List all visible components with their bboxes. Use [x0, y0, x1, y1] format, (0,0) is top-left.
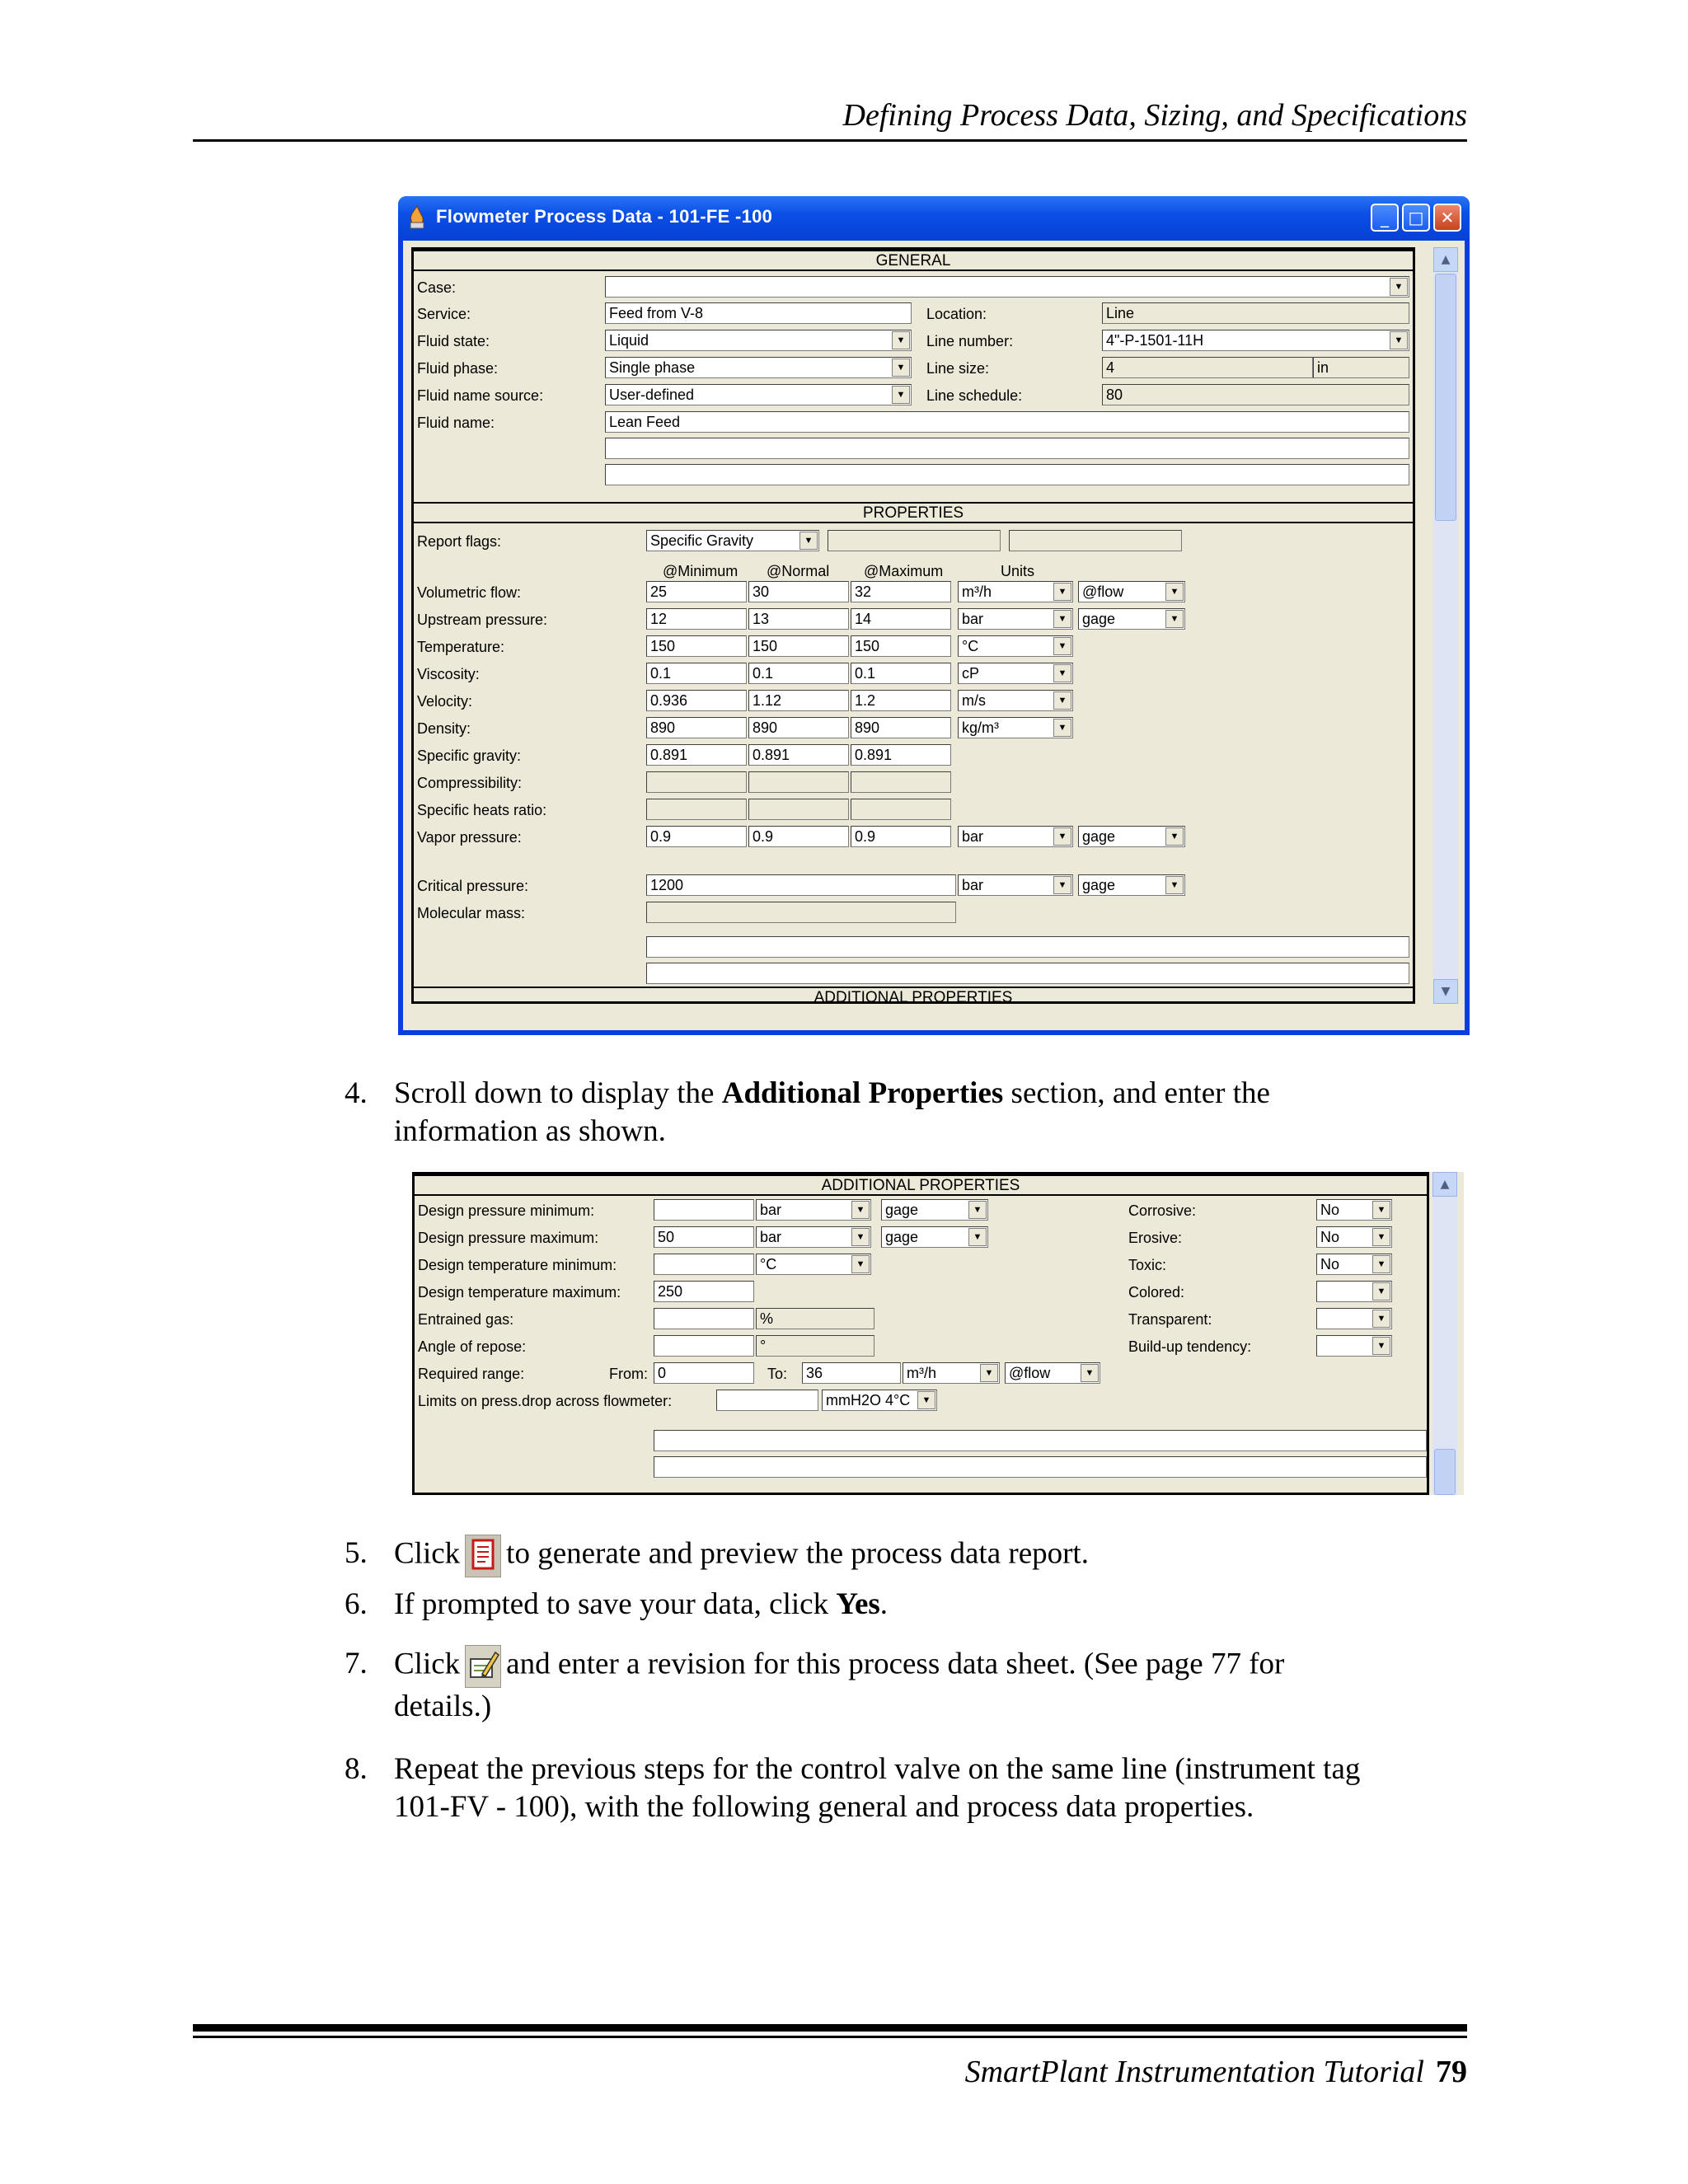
close-icon: ✕: [1440, 208, 1455, 227]
page-footer: [965, 2054, 1467, 2090]
step-7-text-a: Click: [394, 1647, 461, 1681]
step-8-text-a: Repeat the previous steps for the control valve on the same line (instrument tag: [394, 1752, 1361, 1786]
property-ref-dropdown[interactable]: gage ▼: [1078, 826, 1185, 847]
property-unit-dropdown[interactable]: kg/m³ ▼: [958, 717, 1073, 738]
step-8-text: [394, 1750, 1498, 1826]
maximize-button[interactable]: [1402, 204, 1430, 232]
step-5-text-b: to generate and preview the process data report.: [506, 1536, 1089, 1571]
property-normal-field[interactable]: 0.9: [748, 826, 849, 847]
col-normal-header: @Normal: [767, 563, 830, 579]
report-flags-dropdown[interactable]: Specific Gravity ▼: [646, 530, 819, 551]
property-normal-field[interactable]: 0.891: [748, 744, 849, 766]
page-number: 79: [1436, 2055, 1467, 2089]
step-7-text: [394, 1645, 1498, 1726]
revision-button[interactable]: [465, 1645, 501, 1688]
design-temperature-max-label: Design temperature maximum:: [418, 1284, 621, 1301]
footer-rule: [193, 2024, 1467, 2032]
molecular-mass-field[interactable]: [646, 902, 956, 923]
step-7-number: 7.: [345, 1647, 368, 1680]
location-label: Location:: [926, 306, 987, 322]
property-min-field[interactable]: 0.936: [646, 690, 747, 711]
report-flags-field-2[interactable]: [828, 530, 1001, 551]
property-max-field[interactable]: 14: [851, 608, 951, 630]
general-section-heading: GENERAL: [414, 250, 1413, 271]
col-min-header: @Minimum: [663, 563, 738, 579]
design-pressure-max-ref-dropdown[interactable]: gage ▼: [881, 1226, 988, 1248]
limits-press-drop-unit-dropdown[interactable]: mmH2O 4°C ▼: [822, 1390, 937, 1411]
report-button[interactable]: [465, 1535, 501, 1577]
property-row-label: Volumetric flow:: [417, 584, 522, 601]
step-5-text-a: Click: [394, 1536, 461, 1571]
property-unit-dropdown[interactable]: m/s ▼: [958, 690, 1073, 711]
line-size-unit-field[interactable]: in: [1313, 357, 1409, 378]
report-flags-field-3[interactable]: [1009, 530, 1182, 551]
report-icon: [466, 1535, 500, 1577]
property-max-field[interactable]: 0.891: [851, 744, 951, 766]
step-6-text-c: .: [879, 1587, 889, 1621]
molecular-mass-label: Molecular mass:: [417, 905, 526, 921]
erosive-label: Erosive:: [1128, 1230, 1183, 1246]
design-pressure-min-field[interactable]: [654, 1199, 754, 1221]
entrained-gas-field[interactable]: [654, 1308, 754, 1329]
scroll-down-button[interactable]: [1433, 979, 1458, 1004]
property-unit-dropdown[interactable]: cP ▼: [958, 663, 1073, 684]
transparent-label: Transparent:: [1128, 1311, 1212, 1328]
erosive-dropdown[interactable]: No ▼: [1316, 1226, 1392, 1248]
fluid-name-field-2[interactable]: [605, 438, 1409, 459]
property-max-field[interactable]: [851, 799, 951, 820]
additional-scroll-thumb[interactable]: [1434, 1449, 1456, 1495]
range-from-field[interactable]: 0: [654, 1362, 754, 1384]
limits-press-drop-label: Limits on press.drop across flowmeter:: [418, 1393, 673, 1409]
step-7-text-c: details.): [394, 1690, 492, 1723]
line-number-dropdown[interactable]: 4"-P-1501-11H ▼: [1102, 330, 1409, 351]
line-size-field[interactable]: 4: [1102, 357, 1313, 378]
property-min-field[interactable]: 25: [646, 581, 747, 602]
step-5-text: [394, 1535, 1498, 1577]
property-normal-field[interactable]: 890: [748, 717, 849, 738]
step-7-text-b: and enter a revision for this process data sheet. (See page 77 for: [506, 1647, 1285, 1681]
case-label: Case:: [417, 279, 457, 296]
toxic-label: Toxic:: [1128, 1257, 1167, 1273]
properties-notes-field-2[interactable]: [646, 963, 1409, 984]
design-temperature-min-field[interactable]: [654, 1254, 754, 1275]
range-from-label: From:: [609, 1366, 648, 1382]
toxic-dropdown[interactable]: No ▼: [1316, 1254, 1392, 1275]
location-field[interactable]: Line: [1102, 302, 1409, 324]
step-4-text-d: information as shown.: [394, 1114, 666, 1148]
property-row-label: Specific heats ratio:: [417, 802, 547, 818]
properties-section-heading: PROPERTIES: [414, 502, 1413, 523]
maximize-icon: □: [1408, 208, 1424, 227]
critical-pressure-ref-dropdown[interactable]: gage ▼: [1078, 874, 1185, 896]
property-unit-dropdown[interactable]: bar ▼: [958, 608, 1073, 630]
angle-of-repose-field[interactable]: [654, 1335, 754, 1357]
fluid-state-label: Fluid state:: [417, 333, 490, 349]
process-data-form: [411, 247, 1415, 1004]
design-pressure-max-unit-dropdown[interactable]: bar ▼: [756, 1226, 871, 1248]
design-pressure-min-label: Design pressure minimum:: [418, 1202, 595, 1219]
design-pressure-min-unit-dropdown[interactable]: bar ▼: [756, 1199, 871, 1221]
property-min-field[interactable]: 0.9: [646, 826, 747, 847]
design-temperature-min-unit-dropdown[interactable]: °C ▼: [756, 1254, 871, 1275]
property-unit-dropdown[interactable]: m³/h ▼: [958, 581, 1073, 602]
property-ref-dropdown[interactable]: gage ▼: [1078, 608, 1185, 630]
entrained-gas-label: Entrained gas:: [418, 1311, 514, 1328]
property-normal-field[interactable]: 1.12: [748, 690, 849, 711]
header-rule: [193, 139, 1467, 142]
property-max-field[interactable]: 0.1: [851, 663, 951, 684]
property-row-label: Vapor pressure:: [417, 829, 522, 846]
additional-properties-form: [412, 1172, 1429, 1495]
fluid-name-source-dropdown[interactable]: User-defined ▼: [605, 384, 912, 405]
minimize-button[interactable]: [1371, 204, 1399, 232]
additional-section-heading: ADDITIONAL PROPERTIES: [415, 1174, 1427, 1196]
critical-pressure-label: Critical pressure:: [417, 878, 529, 894]
flowmeter-process-data-window: [398, 196, 1470, 1035]
property-min-field[interactable]: 12: [646, 608, 747, 630]
fluid-phase-label: Fluid phase:: [417, 360, 499, 377]
fluid-name-field-3[interactable]: [605, 464, 1409, 485]
col-units-header: Units: [1001, 563, 1035, 579]
property-row-label: Velocity:: [417, 693, 473, 710]
additional-notes-field-2[interactable]: [654, 1456, 1427, 1478]
angle-of-repose-label: Angle of repose:: [418, 1338, 527, 1355]
angle-of-repose-unit-field[interactable]: °: [756, 1335, 874, 1357]
step-4-text-a: Scroll down to display the: [394, 1076, 722, 1110]
vertical-scrollbar[interactable]: [1433, 247, 1458, 1004]
property-row-label: Density:: [417, 720, 471, 737]
line-size-label: Line size:: [926, 360, 990, 377]
step-4-text-bold: Additional Properties: [721, 1076, 1004, 1110]
design-pressure-max-label: Design pressure maximum:: [418, 1230, 599, 1246]
transparent-dropdown[interactable]: [1316, 1308, 1392, 1329]
line-schedule-field[interactable]: 80: [1102, 384, 1409, 405]
property-row-label: Upstream pressure:: [417, 612, 548, 628]
entrained-gas-unit-field[interactable]: %: [756, 1308, 874, 1329]
property-normal-field[interactable]: [748, 771, 849, 793]
step-6-text-a: If prompted to save your data, click: [394, 1587, 837, 1621]
property-min-field[interactable]: [646, 799, 747, 820]
fluid-phase-dropdown[interactable]: Single phase ▼: [605, 357, 912, 378]
step-4-text-c: section, and enter the: [1003, 1076, 1270, 1110]
fluid-name-field[interactable]: Lean Feed: [605, 411, 1409, 433]
page-header-title: Defining Process Data, Sizing, and Specifications: [842, 98, 1467, 133]
buildup-tendency-label: Build-up tendency:: [1128, 1338, 1252, 1355]
line-number-label: Line number:: [926, 333, 1014, 349]
step-6-text: [394, 1586, 1498, 1624]
fluid-name-source-label: Fluid name source:: [417, 387, 544, 404]
scroll-thumb[interactable]: [1435, 274, 1456, 521]
buildup-tendency-dropdown[interactable]: [1316, 1335, 1392, 1357]
additional-scroll-up-button[interactable]: [1432, 1172, 1457, 1197]
service-label: Service:: [417, 306, 471, 322]
property-normal-field[interactable]: 150: [748, 635, 849, 657]
property-max-field[interactable]: 150: [851, 635, 951, 657]
corrosive-dropdown[interactable]: No ▼: [1316, 1199, 1392, 1221]
col-max-header: @Maximum: [864, 563, 944, 579]
property-min-field[interactable]: 0.1: [646, 663, 747, 684]
property-row-label: Viscosity:: [417, 666, 480, 682]
window-title: Flowmeter Process Data - 101-FE -100: [436, 206, 773, 227]
scroll-up-button[interactable]: [1433, 247, 1458, 272]
properties-notes-field-1[interactable]: [646, 936, 1409, 958]
step-6-number: 6.: [345, 1587, 368, 1621]
fluid-state-dropdown[interactable]: Liquid ▼: [605, 330, 912, 351]
step-8-number: 8.: [345, 1752, 368, 1786]
property-ref-dropdown[interactable]: @flow ▼: [1078, 581, 1185, 602]
property-min-field[interactable]: 890: [646, 717, 747, 738]
range-ref-dropdown[interactable]: @flow ▼: [1005, 1362, 1100, 1384]
report-flags-label: Report flags:: [417, 533, 502, 550]
step-6-text-bold: Yes: [836, 1587, 880, 1621]
chevron-up-icon: ▲: [1440, 1178, 1450, 1191]
property-min-field[interactable]: 150: [646, 635, 747, 657]
step-8-text-b: 101-FV - 100), with the following general and process data properties.: [394, 1790, 1254, 1824]
step-4-number: 4.: [345, 1076, 368, 1110]
property-max-field[interactable]: [851, 771, 951, 793]
property-row-label: Temperature:: [417, 639, 505, 655]
property-row-label: Compressibility:: [417, 775, 523, 791]
line-schedule-label: Line schedule:: [926, 387, 1023, 404]
additional-properties-panel: [412, 1172, 1464, 1495]
property-unit-dropdown[interactable]: °C ▼: [958, 635, 1073, 657]
title-bar[interactable]: [398, 196, 1470, 241]
property-max-field[interactable]: 32: [851, 581, 951, 602]
colored-label: Colored:: [1128, 1284, 1185, 1301]
critical-pressure-unit-dropdown[interactable]: bar ▼: [958, 874, 1073, 896]
step-4-text: [394, 1075, 1498, 1151]
additional-vertical-scrollbar[interactable]: [1432, 1172, 1457, 1495]
design-pressure-min-ref-dropdown[interactable]: gage ▼: [881, 1199, 988, 1221]
chevron-down-icon: ▼: [1441, 985, 1451, 998]
critical-pressure-field[interactable]: 1200: [646, 874, 956, 896]
property-max-field[interactable]: 1.2: [851, 690, 951, 711]
additional-notes-field-1[interactable]: [654, 1430, 1427, 1451]
close-button[interactable]: [1433, 204, 1461, 232]
design-pressure-max-field[interactable]: 50: [654, 1226, 754, 1248]
footer-rule-thin: [193, 2036, 1467, 2038]
service-field[interactable]: Feed from V-8: [605, 302, 912, 324]
property-max-field[interactable]: 0.9: [851, 826, 951, 847]
limits-press-drop-field[interactable]: [716, 1390, 818, 1411]
app-flame-icon: [406, 204, 428, 229]
colored-dropdown[interactable]: [1316, 1281, 1392, 1302]
property-row-label: Specific gravity:: [417, 748, 522, 764]
property-normal-field[interactable]: [748, 799, 849, 820]
fluid-name-label: Fluid name:: [417, 415, 495, 431]
range-to-label: To:: [767, 1366, 788, 1382]
case-dropdown[interactable]: [605, 276, 1409, 298]
property-max-field[interactable]: 890: [851, 717, 951, 738]
property-min-field[interactable]: 0.891: [646, 744, 747, 766]
chevron-up-icon: ▲: [1441, 253, 1451, 266]
minimize-icon: _: [1381, 208, 1389, 227]
additional-properties-heading: ADDITIONAL PROPERTIES: [414, 987, 1413, 1004]
design-temperature-max-field[interactable]: 250: [654, 1281, 754, 1302]
footer-title: SmartPlant Instrumentation Tutorial: [964, 2055, 1424, 2089]
required-range-label: Required range:: [418, 1366, 525, 1382]
step-5-number: 5.: [345, 1536, 368, 1570]
property-min-field[interactable]: [646, 771, 747, 793]
property-normal-field[interactable]: 0.1: [748, 663, 849, 684]
window-client-area: [403, 241, 1465, 1030]
range-unit-dropdown[interactable]: m³/h ▼: [903, 1362, 1000, 1384]
range-to-field[interactable]: 36: [802, 1362, 901, 1384]
property-normal-field[interactable]: 13: [748, 608, 849, 630]
design-temperature-min-label: Design temperature minimum:: [418, 1257, 617, 1273]
property-unit-dropdown[interactable]: bar ▼: [958, 826, 1073, 847]
revision-icon: [466, 1646, 500, 1687]
property-normal-field[interactable]: 30: [748, 581, 849, 602]
corrosive-label: Corrosive:: [1128, 1202, 1197, 1219]
